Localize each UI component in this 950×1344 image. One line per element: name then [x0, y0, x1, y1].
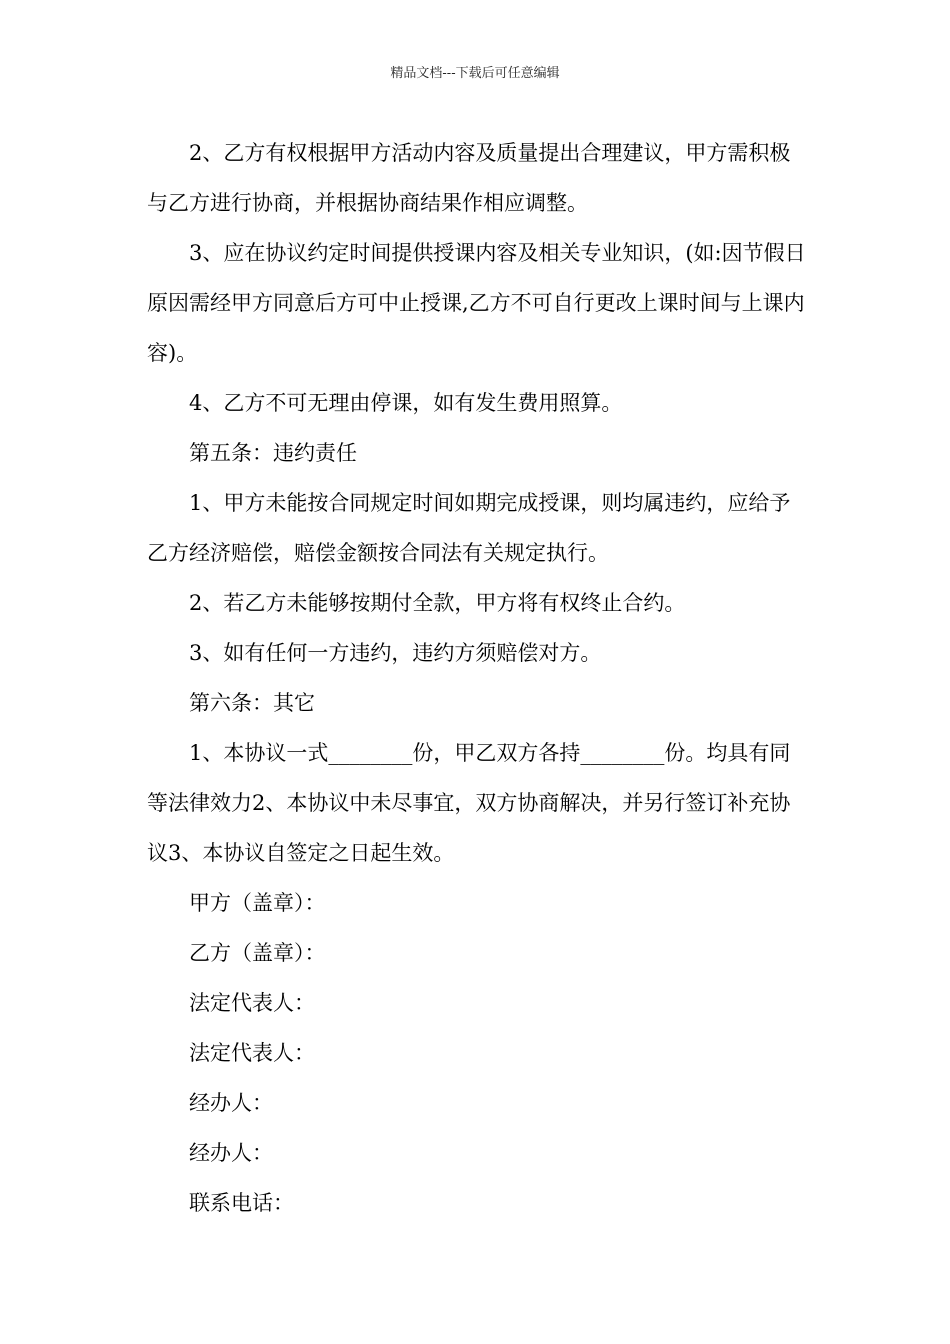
signature-line-party-a: 甲方（盖章）： [189, 891, 326, 915]
clause-paragraph: 2、若乙方未能够按期付全款，甲方将有权终止合约。 [189, 591, 686, 615]
clause-paragraph: 1、甲方未能按合同规定时间如期完成授课，则均属违约，应给予乙方经济赔偿，赔偿金额按合同法有关规定执行。 [147, 491, 791, 565]
signature-line-handler: 经办人： [189, 1141, 273, 1165]
clause-paragraph: 4、乙方不可无理由停课，如有发生费用照算。 [189, 391, 623, 415]
signature-line-phone: 联系电话： [189, 1191, 294, 1215]
section-heading: 第六条：其它 [189, 691, 315, 715]
clause-paragraph: 3、应在协议约定时间提供授课内容及相关专业知识，(如:因节假日原因需经甲方同意后方可中止授课,乙方不可自行更改上课时间与上课内容)。 [147, 241, 806, 365]
clause-paragraph: 1、本协议一式________份，甲乙双方各持________份。均具有同等法律效力2、本协议中未尽事宜，双方协商解决，并另行签订补充协议3、本协议自签定之日起生效。 [147, 741, 791, 865]
signature-line-handler: 经办人： [189, 1091, 273, 1115]
signature-line-legal-rep: 法定代表人： [189, 991, 315, 1015]
document-body [147, 128, 807, 1228]
clause-paragraph: 3、如有任何一方违约，违约方须赔偿对方。 [189, 641, 602, 665]
signature-line-party-b: 乙方（盖章）： [189, 941, 326, 965]
signature-line-legal-rep: 法定代表人： [189, 1041, 315, 1065]
clause-paragraph: 2、乙方有权根据甲方活动内容及质量提出合理建议，甲方需积极与乙方进行协商，并根据协商结果作相应调整。 [147, 141, 791, 215]
section-heading: 第五条：违约责任 [189, 441, 357, 465]
page-header: 精品文档---下载后可任意编辑 [390, 66, 560, 81]
